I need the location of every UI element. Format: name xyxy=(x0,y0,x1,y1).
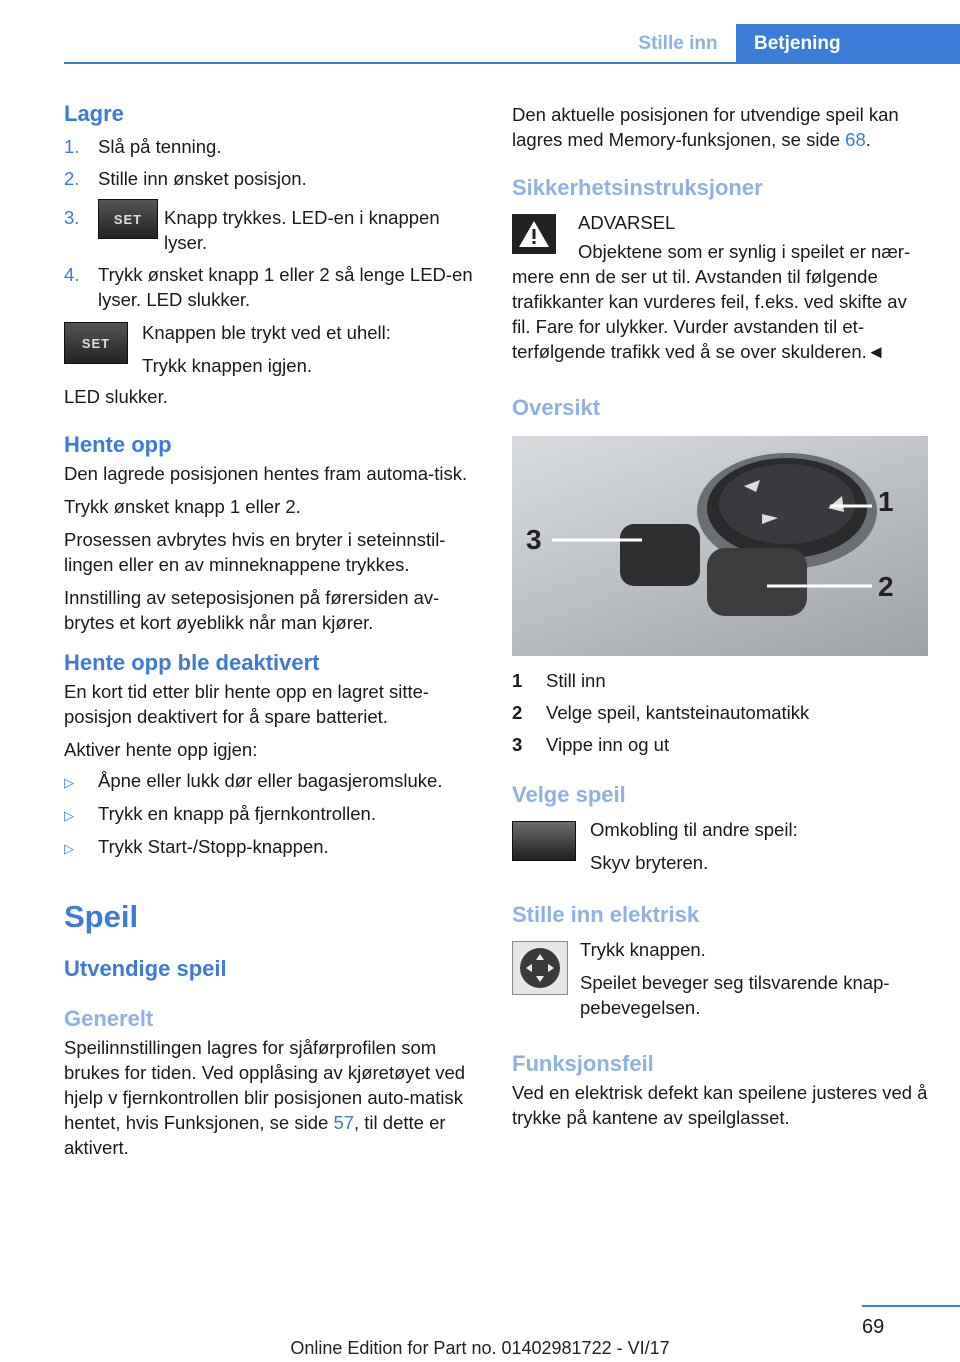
header-tab-section: Stille inn xyxy=(638,33,718,54)
generelt-heading: Generelt xyxy=(64,1006,154,1031)
hente-p3: Prosessen avbrytes hvis en bryter i seteinnstil-lingen eller en av minneknappene trykkes. xyxy=(64,529,446,575)
list-item xyxy=(64,768,478,795)
utvendige-heading: Utvendige speil xyxy=(64,956,227,981)
step-number: 4. xyxy=(64,264,80,285)
list-item xyxy=(64,262,478,312)
list-item xyxy=(512,668,928,693)
warning-text: Objektene som er synlig i speilet er nær-mere enn de ser ut til. Avstanden til følgende trafikkanter kan vurderes feil, f.eks. ved skifte av fil. Fare for ulykker. Vurder avstanden til et-terfølgende trafikk ved å se over skulderen.◄ xyxy=(512,241,911,362)
hente-heading: Hente opp xyxy=(64,432,172,457)
accident-note xyxy=(64,320,478,378)
hente-p2: Trykk ønsket knapp 1 eller 2. xyxy=(64,496,301,517)
hente-p4: Innstilling av seteposisjonen på førersiden av-brytes et kort øyeblikk når man kjører. xyxy=(64,587,440,633)
elektrisk-line-1: Trykk knappen. xyxy=(580,939,706,960)
warning-icon xyxy=(512,214,556,254)
page-link-57[interactable]: 57 xyxy=(333,1112,355,1133)
funksjonsfeil-text: Ved en elektrisk defekt kan speilene justeres ved å trykke på kantene av speilglasset. xyxy=(512,1082,928,1128)
velge-line-2: Skyv bryteren. xyxy=(590,852,709,873)
set-button-icon: SET xyxy=(98,199,158,239)
sikker-heading: Sikkerhetsinstruksjoner xyxy=(512,175,763,200)
mirror-joystick-icon xyxy=(512,941,568,995)
generelt-text xyxy=(64,1035,478,1160)
photo-label-3: 3 xyxy=(526,524,542,555)
list-item xyxy=(64,205,478,255)
warning-title: ADVARSEL xyxy=(578,212,676,233)
bullet-text: Trykk en knapp på fjernkontrollen. xyxy=(98,803,376,824)
legend-number: 3 xyxy=(512,734,523,755)
page-link-68[interactable]: 68 xyxy=(845,129,866,150)
step-text: Trykk ønsket knapp 1 eller 2 så lenge LED-en lyser. LED slukker. xyxy=(98,264,473,310)
oversikt-heading: Oversikt xyxy=(512,395,601,420)
online-edition-footer: Online Edition for Part no. 01402981722 - VI/17 xyxy=(290,1338,670,1358)
photo-label-1: 1 xyxy=(878,486,894,517)
page-number: 69 xyxy=(862,1316,885,1338)
right-column xyxy=(512,100,928,1130)
set-button-icon: SET xyxy=(64,322,128,364)
velge-heading: Velge speil xyxy=(512,782,626,807)
elektrisk-heading: Stille inn elektrisk xyxy=(512,902,700,927)
bullet-icon: ▷ xyxy=(64,808,74,823)
list-item xyxy=(64,134,478,159)
legend-number: 1 xyxy=(512,670,523,691)
legend-text: Still inn xyxy=(546,670,606,691)
list-item xyxy=(64,166,478,191)
list-item xyxy=(64,834,478,861)
hente-p1: Den lagrede posisjonen hentes fram automa-tisk. xyxy=(64,463,468,484)
legend-number: 2 xyxy=(512,702,523,723)
deakt-bullets xyxy=(64,768,478,861)
velge-block xyxy=(512,817,928,875)
generelt-text-b: , til dette er aktivert. xyxy=(64,1112,446,1158)
lagre-heading: Lagre xyxy=(64,101,124,126)
list-item xyxy=(64,801,478,828)
footer-rule xyxy=(862,1305,960,1307)
list-item xyxy=(512,700,928,725)
bullet-icon: ▷ xyxy=(64,775,74,790)
step-text: Slå på tenning. xyxy=(98,136,222,157)
velge-line-1: Omkobling til andre speil: xyxy=(590,819,798,840)
elektrisk-block xyxy=(512,937,928,1020)
step-text: Knapp trykkes. LED-en i knappen lyser. xyxy=(164,207,440,253)
bullet-icon: ▷ xyxy=(64,841,74,856)
step-number: 2. xyxy=(64,168,80,189)
elektrisk-line-2: Speilet beveger seg tilsvarende knap-pebevegelsen. xyxy=(580,972,890,1018)
accident-line-2: Trykk knappen igjen. xyxy=(142,355,313,376)
left-column xyxy=(64,100,478,1160)
intro-text-a: Den aktuelle posisjonen for utvendige speil kan lagres med Memory-funksjonen, se side xyxy=(512,104,899,150)
legend-list xyxy=(512,668,928,757)
bullet-text: Åpne eller lukk dør eller bagasjeromsluke. xyxy=(98,770,443,791)
accident-line-1: Knappen ble trykt ved et uhell: xyxy=(142,322,391,343)
list-item xyxy=(512,732,928,757)
deakt-p2: Aktiver hente opp igjen: xyxy=(64,739,258,760)
bullet-text: Trykk Start-/Stopp-knappen. xyxy=(98,836,329,857)
legend-text: Vippe inn og ut xyxy=(546,734,670,755)
speil-heading: Speil xyxy=(64,899,139,934)
step-number: 1. xyxy=(64,136,80,157)
intro-text-b: . xyxy=(865,129,871,150)
led-off-text: LED slukker. xyxy=(64,386,168,407)
lagre-steps xyxy=(64,134,478,312)
legend-text: Velge speil, kantsteinautomatikk xyxy=(546,702,810,723)
deakt-heading: Hente opp ble deaktivert xyxy=(64,650,320,675)
intro-text xyxy=(512,102,928,152)
selector-switch-icon xyxy=(512,821,576,861)
photo-label-2: 2 xyxy=(878,571,894,602)
funksjonsfeil-heading: Funksjonsfeil xyxy=(512,1051,654,1076)
deakt-p1: En kort tid etter blir hente opp en lagret sitte-posisjon deaktivert for å spare batteriet. xyxy=(64,681,430,727)
warning-block xyxy=(512,210,928,364)
step-number: 3. xyxy=(64,207,80,228)
header-tab-chapter: Betjening xyxy=(736,24,960,64)
mirror-switch-illustration xyxy=(512,436,928,656)
generelt-text-a: Speilinnstillingen lagres for sjåførprofilen som brukes for tiden. Ved opplåsing av kjøretøyet ved hjelp v fjernkontrollen blir posisjonen auto-matisk hentet, hvis Funksjonen, se side xyxy=(64,1037,466,1133)
step-text: Stille inn ønsket posisjon. xyxy=(98,168,307,189)
mirror-control-photo xyxy=(512,436,928,656)
